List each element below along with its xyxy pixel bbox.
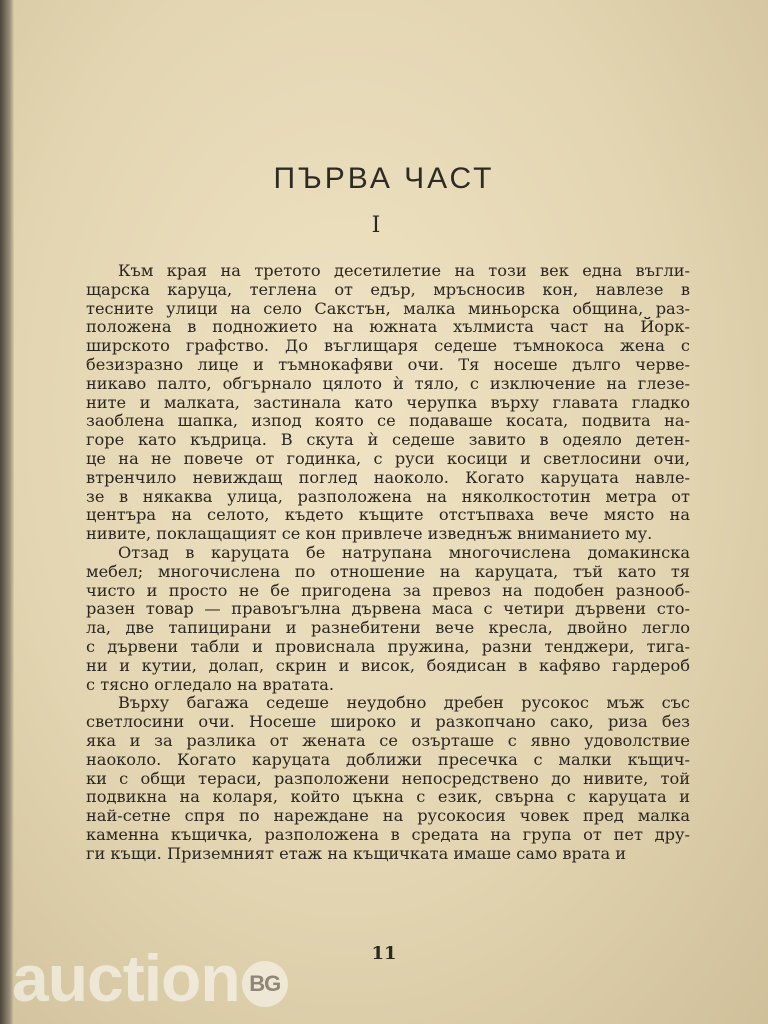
text-line: Върху багажа седеше неудобно дребен русокос мъж със xyxy=(118,693,690,713)
text-line: най-сетне спря по нареждане на русокосия човек пред малка xyxy=(86,806,690,826)
text-line: разен товар — правоъгълна дървена маса с четири дървени сто- xyxy=(86,599,690,619)
book-spine-shadow xyxy=(0,0,14,1024)
text-line: нивите, поклащащият се кон привлече изведнъж вниманието му. xyxy=(86,524,653,544)
text-line: втренчило невиждащ поглед наоколо. Когато каруцата навле- xyxy=(86,467,690,487)
text-line: мебел; многочислена по отношение на каруцата, тъй като тя xyxy=(86,561,690,581)
text-line: Отзад в каруцата бе натрупана многочислена домакинска xyxy=(118,542,690,562)
text-line: наоколо. Когато каруцата доближи пресечка с малки къщич- xyxy=(86,749,690,769)
text-line: ни и кутии, долап, скрин и висок, боядисан в кафяво гардероб xyxy=(86,655,690,675)
text-line: тесните улици на село Сакстън, малка миньорска община, раз- xyxy=(86,298,690,318)
text-line: с тясно огледало на вратата. xyxy=(86,674,335,694)
paragraph xyxy=(86,544,690,694)
text-line: зе в някаква улица, разположена на няколкостотин метра от xyxy=(86,486,690,506)
paragraph xyxy=(86,694,690,863)
watermark-text: auction xyxy=(12,941,240,1015)
text-line: ги къщи. Приземният етаж на къщичката имаше само врата и xyxy=(86,843,627,863)
auction-watermark xyxy=(12,940,288,1016)
paragraph xyxy=(86,262,690,544)
section-number: I xyxy=(371,213,381,238)
text-line: ните и малката, застинала като черупка върху главата гладко xyxy=(86,392,690,412)
text-line: ки с общи тераси, разположени непосредствено до нивите, той xyxy=(86,768,690,788)
body-text xyxy=(86,262,690,864)
text-line: подвикна на коларя, който цъкна с език, свърна с каруцата и xyxy=(86,787,690,807)
text-line: никаво палто, обгърнало цялото ѝ тяло, с изключение на глезе- xyxy=(86,373,690,393)
text-line: яка и за разлика от жената се озърташе с явно удоволствие xyxy=(86,730,690,750)
text-line: щарска каруца, теглена от едър, мръсносив кон, навлезе в xyxy=(86,279,690,299)
text-line: це на не повече от годинка, с руси косици и светлосини очи, xyxy=(86,448,690,468)
text-line: горе като къдрица. В скута ѝ седеше завито в одеяло детен- xyxy=(86,430,690,450)
page-number: 11 xyxy=(371,943,397,964)
text-line: ла, две тапицирани и разнебитени вече кресла, двойно легло xyxy=(86,618,690,638)
chapter-title: ПЪРВА ЧАСТ xyxy=(273,162,495,196)
text-line: положена в подножието на южната хълмиста част на Йорк- xyxy=(86,317,690,337)
watermark-badge: BG xyxy=(242,961,288,1007)
text-line: светлосини очи. Носеше широко и разкопчано сако, риза без xyxy=(86,712,690,732)
text-line: каменна къщичка, разположена в средата на група от пет дру- xyxy=(86,824,690,844)
text-line: безизразно лице и тъмнокафяви очи. Тя носеше дълго черве- xyxy=(86,354,690,374)
text-line: заоблена шапка, изпод която се подаваше косата, подвита на- xyxy=(86,411,690,431)
text-line: ширското графство. До въглищаря седеше тъмнокоса жена с xyxy=(86,336,690,356)
text-line: Към края на третото десетилетие на този век една въгли- xyxy=(118,261,690,280)
text-line: с дървени табли и провиснала пружина, разни тенджери, тига- xyxy=(86,636,690,656)
text-line: чисто и просто не бе пригодена за превоз на подобен разнооб- xyxy=(86,580,690,600)
text-line: центъра на селото, където къщите отстъпваха вече място на xyxy=(86,505,690,525)
